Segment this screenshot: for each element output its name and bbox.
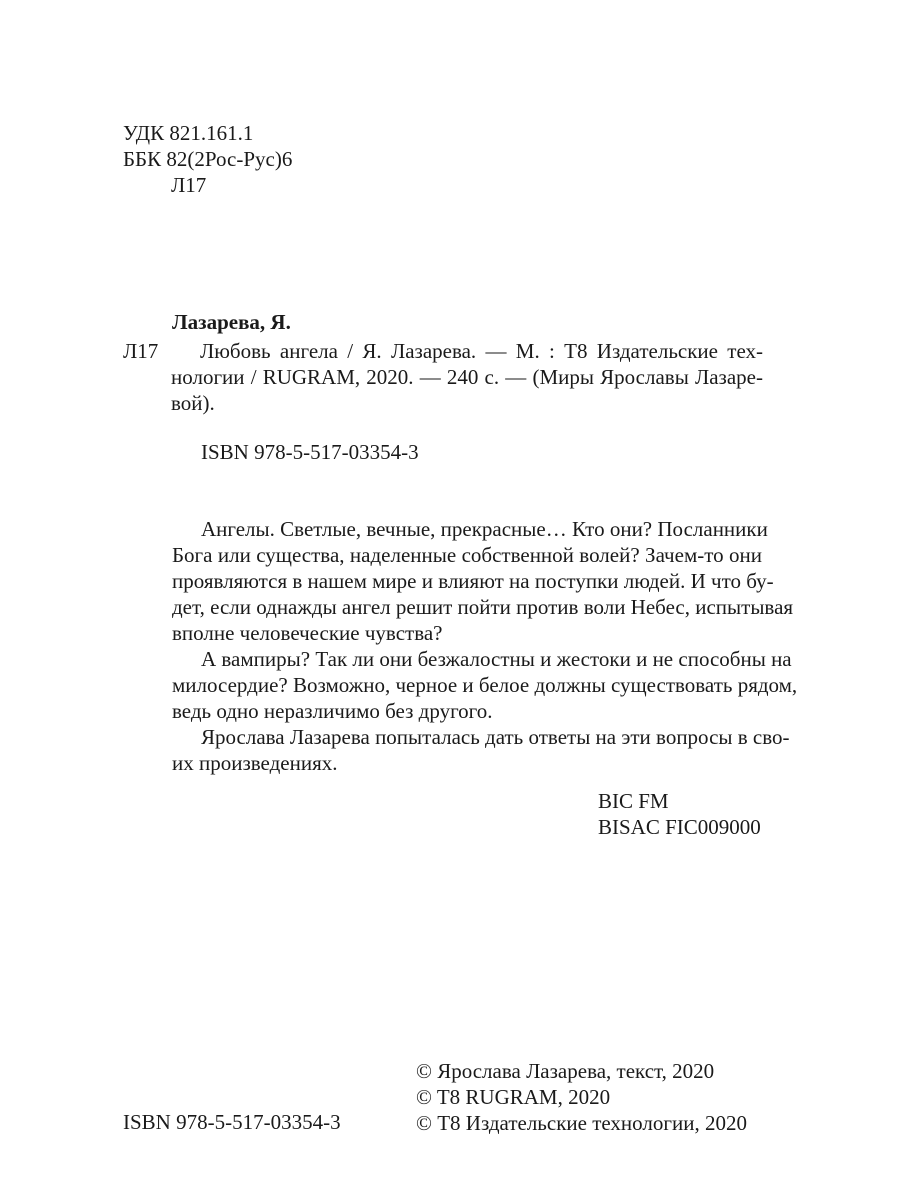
bic-code: BIC FM — [598, 789, 669, 813]
copyright-line: © Т8 Издательские технологии, 2020 — [416, 1111, 747, 1135]
bisac-code: BISAC FIC009000 — [598, 815, 761, 839]
annotation-line: их произведениях. — [172, 751, 338, 775]
annotation-line: проявляются в нашем мире и влияют на поступки людей. И что бу- — [172, 569, 774, 593]
biblio-row-3 — [123, 390, 763, 416]
isbn-main: ISBN 978-5-517-03354-3 — [201, 440, 419, 464]
annotation-paragraph-1 — [172, 516, 794, 646]
biblio-row-1 — [123, 338, 763, 364]
annotation — [172, 516, 798, 776]
author-mark: Л17 — [171, 173, 207, 197]
author-heading: Лазарева, Я. — [172, 310, 291, 334]
copyright-notices — [416, 1058, 747, 1136]
isbn-bottom: ISBN 978-5-517-03354-3 — [123, 1110, 341, 1134]
biblio-line: Любовь ангела / Я. Лазарева. — М. : Т8 Издательские тех- — [200, 339, 763, 363]
biblio-line: вой). — [171, 391, 215, 415]
copyright-line: © T8 RUGRAM, 2020 — [416, 1085, 611, 1109]
subject-codes — [598, 788, 761, 840]
classification-block — [123, 120, 292, 198]
annotation-paragraph-3 — [172, 724, 790, 776]
annotation-paragraph-2 — [172, 646, 798, 724]
biblio-line: нологии / RUGRAM, 2020. — 240 с. — (Миры Ярославы Лазаре- — [171, 365, 763, 389]
annotation-line: Бога или существа, наделенные собственной волей? Зачем-то они — [172, 543, 762, 567]
copyright-line: © Ярослава Лазарева, текст, 2020 — [416, 1059, 715, 1083]
annotation-line: милосердие? Возможно, черное и белое должны существовать рядом, — [172, 673, 798, 697]
annotation-line: Ярослава Лазарева попыталась дать ответы на эти вопросы в сво- — [201, 725, 790, 749]
annotation-line: Ангелы. Светлые, вечные, прекрасные… Кто они? Посланники — [201, 517, 768, 541]
bbk-code: ББК 82(2Рос-Рус)6 — [123, 147, 293, 171]
annotation-line: дет, если однажды ангел решит пойти против воли Небес, испытывая — [172, 595, 794, 619]
annotation-line: А вампиры? Так ли они безжалостны и жестоки и не способны на — [201, 647, 792, 671]
annotation-line: вполне человеческие чувства? — [172, 621, 443, 645]
bibliographic-description — [123, 338, 763, 416]
biblio-author-mark: Л17 — [123, 339, 159, 363]
biblio-row-2 — [123, 364, 763, 390]
annotation-line: ведь одно неразличимо без другого. — [172, 699, 493, 723]
udk-code: УДК 821.161.1 — [123, 121, 254, 145]
